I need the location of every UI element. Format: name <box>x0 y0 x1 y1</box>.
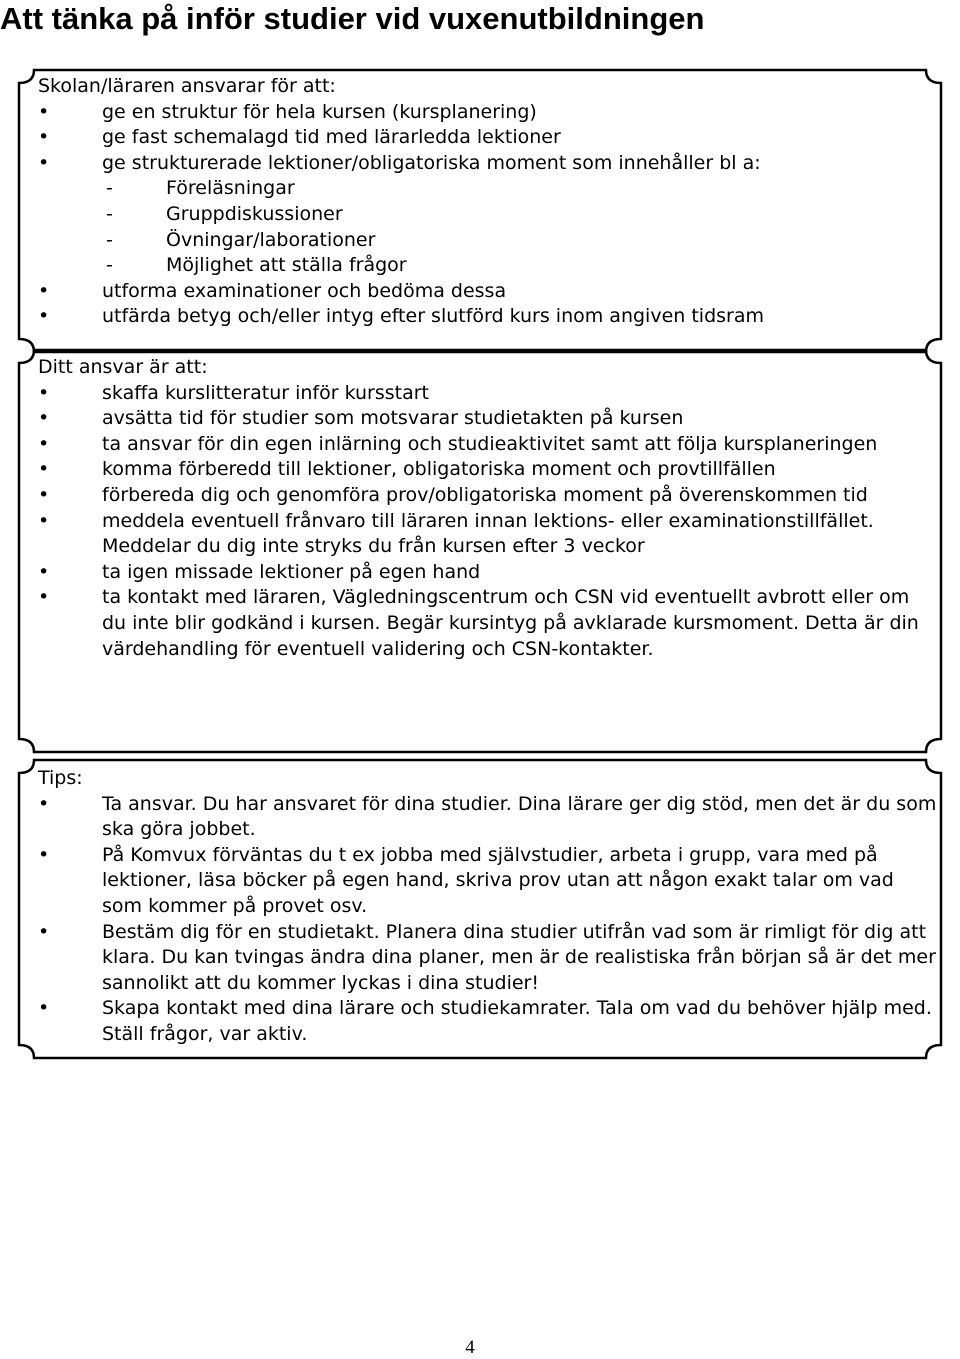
list-item: • På Komvux förväntas du t ex jobba med självstudier, arbeta i grupp, vara med på lektioner, läsa böcker på egen hand, skriva prov utan att någon exakt talar om vad som kommer på provet osv. <box>38 843 938 920</box>
tips-list <box>38 792 938 1048</box>
tips-box <box>38 766 938 1048</box>
sub-list-item: - Övningar/laborationer <box>38 228 938 254</box>
list-item: • ta kontakt med läraren, Vägledningscentrum och CSN vid eventuellt avbrott eller om du inte blir godkänd i kursen. Begär kursintyg på avklarade kursmoment. Detta är din värdehandling för eventuell validering och CSN-kontakter. <box>38 585 938 662</box>
list-item: • Ta ansvar. Du har ansvaret för dina studier. Dina lärare ger dig stöd, men det är du som ska göra jobbet. <box>38 792 938 843</box>
list-item: • ge fast schemalagd tid med lärarledda lektioner <box>38 125 938 151</box>
list-item: • ta igen missade lektioner på egen hand <box>38 560 938 586</box>
list-item: • Bestäm dig för en studietakt. Planera dina studier utifrån vad som är rimligt för dig att klara. Du kan tvingas ändra dina planer, men är de realistiska från början så är det mer sannolikt att du kommer lyckas i dina studier! <box>38 920 938 997</box>
tips-heading: Tips: <box>38 767 83 789</box>
responsibility-list <box>38 381 938 663</box>
list-item: • ge en struktur för hela kursen (kursplanering) <box>38 100 938 126</box>
responsibility-heading: Ditt ansvar är att: <box>38 356 208 378</box>
list-item: • komma förberedd till lektioner, obligatoriska moment och provtillfällen <box>38 457 938 483</box>
sub-list-item: - Gruppdiskussioner <box>38 202 938 228</box>
sub-list-item: - Föreläsningar <box>38 176 938 202</box>
list-item: • förbereda dig och genomföra prov/obligatoriska moment på överenskommen tid <box>38 483 938 509</box>
responsibility-box <box>38 355 938 662</box>
list-item: • avsätta tid för studier som motsvarar studietakten på kursen <box>38 406 938 432</box>
school-box <box>38 74 938 330</box>
list-item: • meddela eventuell frånvaro till läraren innan lektions- eller examinationstillfället. Meddelar du dig inte stryks du från kursen efter 3 veckor <box>38 509 938 560</box>
page-number: 4 <box>465 1337 475 1358</box>
list-item: • utforma examinationer och bedöma dessa <box>38 279 938 305</box>
list-item: • utfärda betyg och/eller intyg efter slutförd kurs inom angiven tidsram <box>38 304 938 330</box>
list-item: • ta ansvar för din egen inlärning och studieaktivitet samt att följa kursplaneringen <box>38 432 938 458</box>
list-item: • ge strukturerade lektioner/obligatoriska moment som innehåller bl a: <box>38 151 938 177</box>
list-item: • skaffa kurslitteratur inför kursstart <box>38 381 938 407</box>
list-item: • Skapa kontakt med dina lärare och studiekamrater. Tala om vad du behöver hjälp med. Ställ frågor, var aktiv. <box>38 996 938 1047</box>
school-list <box>38 100 938 330</box>
school-heading: Skolan/läraren ansvarar för att: <box>38 75 336 97</box>
sub-list-item: - Möjlighet att ställa frågor <box>38 253 938 279</box>
page-title: Att tänka på inför studier vid vuxenutbildningen <box>0 1 705 36</box>
